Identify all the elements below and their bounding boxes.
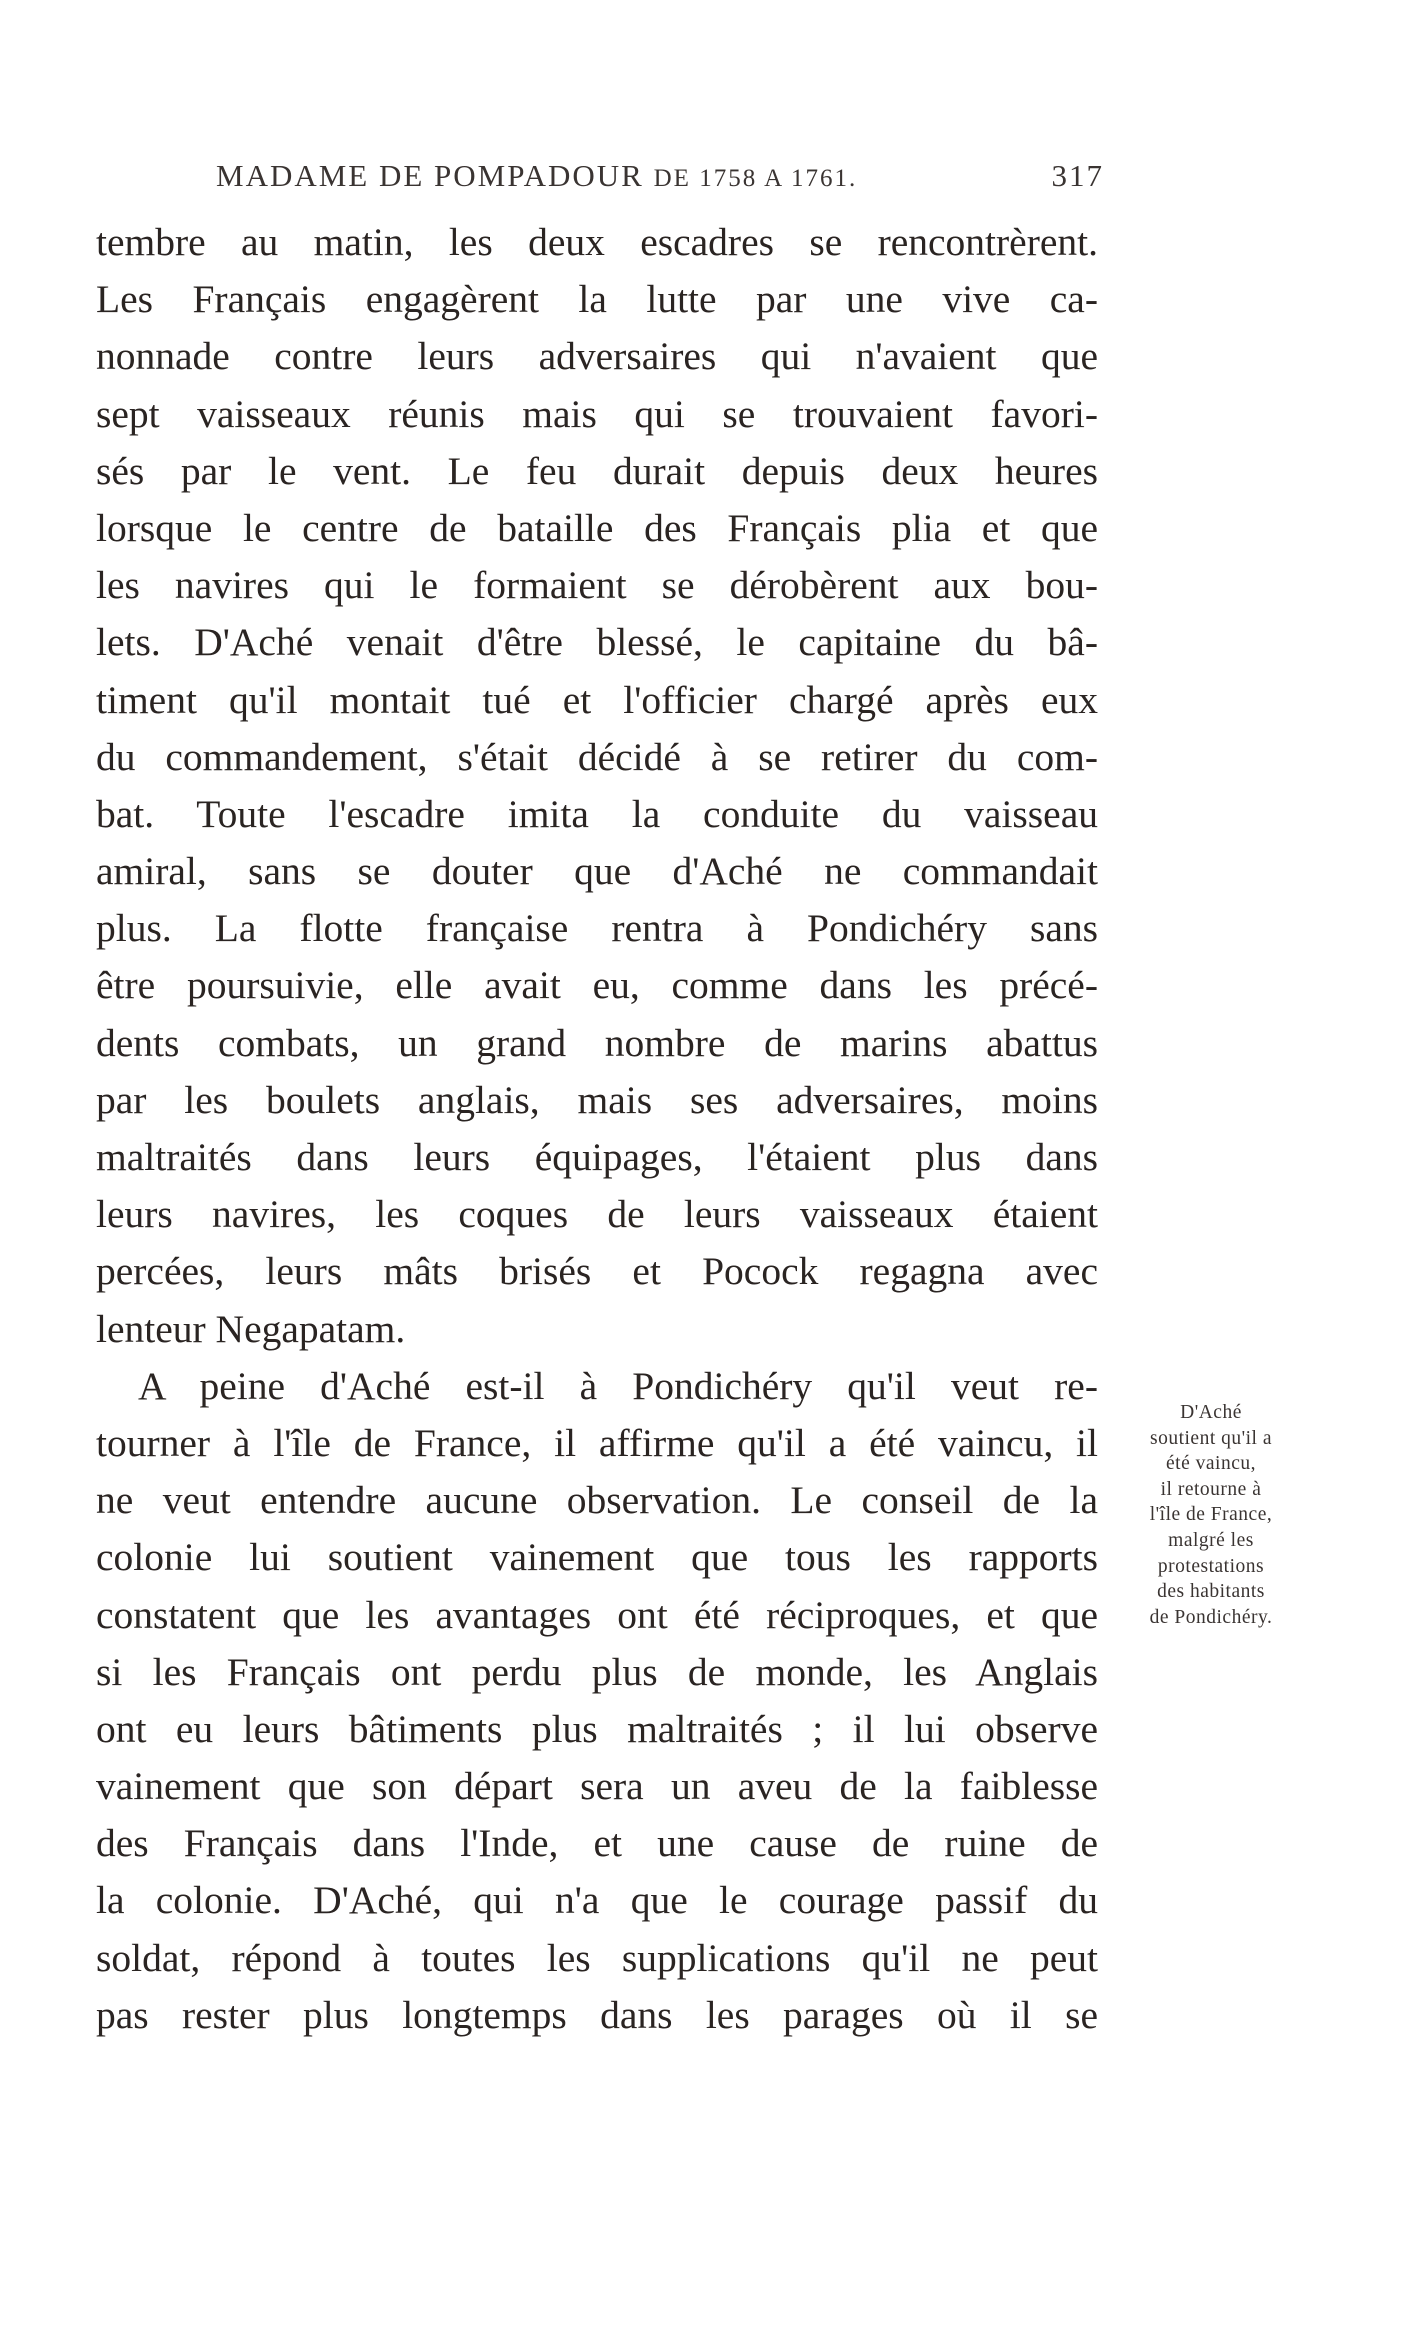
text-line: ont eu leurs bâtiments plus maltraités ; il lui observe <box>96 1706 1098 1751</box>
text-line: dents combats, un grand nombre de marins abattus <box>96 1020 1098 1065</box>
text-line: être poursuivie, elle avait eu, comme dans les précé- <box>96 963 1098 1008</box>
text-line: pas rester plus longtemps dans les parages où il se <box>96 1992 1098 2037</box>
text-line: vainement que son départ sera un aveu de la faiblesse <box>96 1764 1098 1809</box>
text-line: du commandement, s'était décidé à se retirer du com- <box>96 734 1098 779</box>
paragraph-end-line: lenteur Negapatam. <box>96 1306 406 1351</box>
margin-note-line: soutient qu'il a <box>1149 1427 1272 1449</box>
running-head <box>212 158 1104 202</box>
body-text <box>96 214 1098 2044</box>
text-line: si les Français ont perdu plus de monde, les Anglais <box>96 1649 1098 1694</box>
text-line: nonnade contre leurs adversaires qui n'avaient que <box>96 334 1098 379</box>
text-line: les navires qui le formaient se dérobèrent aux bou- <box>96 563 1098 608</box>
text-line: leurs navires, les coques de leurs vaisseaux étaient <box>96 1192 1098 1237</box>
text-line: lets. D'Aché venait d'être blessé, le capitaine du bâ- <box>96 620 1098 665</box>
text-line: amiral, sans se douter que d'Aché ne commandait <box>96 849 1098 894</box>
margin-note-line: des habitants <box>1157 1581 1265 1603</box>
text-line: maltraités dans leurs équipages, l'étaient plus dans <box>96 1135 1098 1179</box>
text-line: par les boulets anglais, mais ses adversaires, moins <box>96 1077 1098 1122</box>
text-line: colonie lui soutient vainement que tous les rapports <box>96 1535 1098 1580</box>
text-line: percées, leurs mâts brisés et Pocock regagna avec <box>96 1249 1098 1294</box>
running-title-dates: DE 1758 A 1761. <box>653 165 858 192</box>
margin-note-line: il retourne à <box>1160 1478 1262 1500</box>
text-line: sept vaisseaux réunis mais qui se trouvaient favori- <box>96 391 1098 436</box>
text-line: constatent que les avantages ont été réciproques, et que <box>96 1592 1098 1637</box>
margin-note-line: été vaincu, <box>1166 1453 1256 1475</box>
text-line: soldat, répond à toutes les supplications qu'il ne peut <box>96 1935 1098 1980</box>
margin-note <box>1108 1400 1314 1630</box>
text-line: timent qu'il montait tué et l'officier chargé après eux <box>96 677 1098 722</box>
text-line: plus. La flotte française rentra à Pondichéry sans <box>96 906 1098 951</box>
margin-note-line: protestations <box>1157 1555 1265 1577</box>
running-title-main: MADAME DE POMPADOUR <box>216 158 644 193</box>
text-line: sés par le vent. Le feu durait depuis deux heures <box>96 448 1098 493</box>
running-title <box>216 158 857 194</box>
text-line: la colonie. D'Aché, qui n'a que le courage passif du <box>96 1878 1098 1923</box>
text-line: tourner à l'île de France, il affirme qu'il a été vaincu, il <box>96 1420 1098 1465</box>
text-line: ne veut entendre aucune observation. Le conseil de la <box>96 1478 1098 1523</box>
text-line: Les Français engagèrent la lutte par une vive ca- <box>96 277 1098 322</box>
margin-note-line: D'Aché <box>1180 1402 1242 1423</box>
text-line: bat. Toute l'escadre imita la conduite du vaisseau <box>96 791 1098 836</box>
margin-note-line: l'île de France, <box>1149 1504 1273 1526</box>
text-line: tembre au matin, les deux escadres se rencontrèrent. <box>96 220 1098 264</box>
page-number: 317 <box>1051 158 1104 193</box>
text-line: des Français dans l'Inde, et une cause de ruine de <box>96 1821 1098 1866</box>
margin-note-line: malgré les <box>1168 1529 1254 1551</box>
margin-note-line: de Pondichéry. <box>1149 1606 1273 1628</box>
text-line: lorsque le centre de bataille des Français plia et que <box>96 505 1098 550</box>
paragraph-start-line: A peine d'Aché est-il à Pondichéry qu'il veut re- <box>138 1363 1098 1408</box>
